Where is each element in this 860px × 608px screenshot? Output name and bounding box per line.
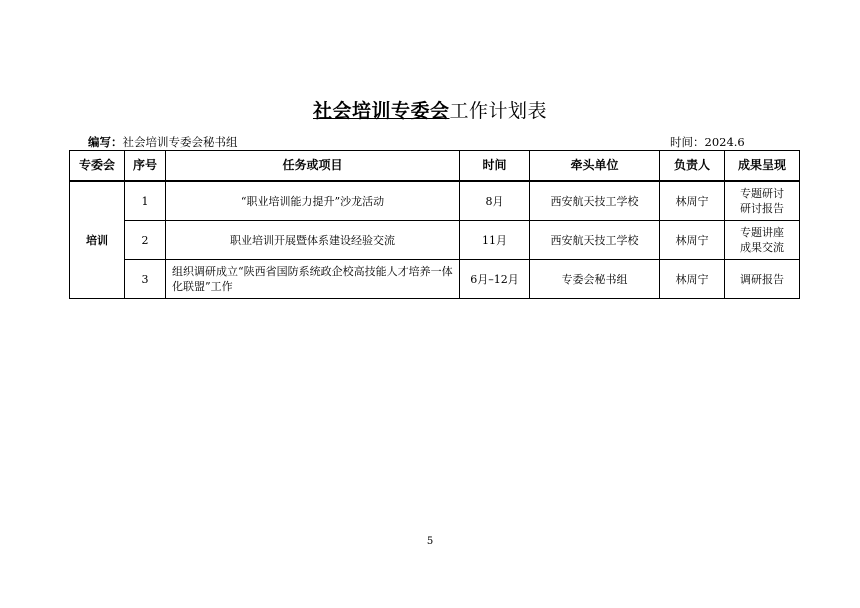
page-title bbox=[0, 96, 860, 123]
table-row bbox=[70, 221, 800, 260]
compiler-value: 社会培训专委会秘书组 bbox=[122, 135, 238, 149]
row-result: 专题讲座 成果交流 bbox=[725, 221, 800, 260]
row-task: 职业培训开展暨体系建设经验交流 bbox=[166, 221, 460, 260]
row-owner: 林周宁 bbox=[660, 181, 725, 221]
header-lead: 牵头单位 bbox=[530, 151, 660, 182]
row-owner: 林周宁 bbox=[660, 221, 725, 260]
table-header-row bbox=[70, 151, 800, 182]
title-bold: 社会培训专委会 bbox=[312, 100, 450, 122]
title-rest: 工作计划表 bbox=[449, 100, 548, 122]
row-time: 6月–12月 bbox=[460, 260, 530, 299]
compiler-label: 编写： bbox=[88, 135, 123, 149]
header-seq: 序号 bbox=[125, 151, 166, 182]
header-committee: 专委会 bbox=[70, 151, 125, 182]
row-task: “职业培训能力提升”沙龙活动 bbox=[166, 181, 460, 221]
row-no: 2 bbox=[125, 221, 166, 260]
row-lead: 西安航天技工学校 bbox=[530, 221, 660, 260]
header-time: 时间 bbox=[460, 151, 530, 182]
row-time: 11月 bbox=[460, 221, 530, 260]
page-number: 5 bbox=[426, 536, 434, 547]
row-task: 组织调研成立“陕西省国防系统政企校高技能人才培养一体化联盟”工作 bbox=[166, 260, 460, 299]
row-owner: 林周宁 bbox=[660, 260, 725, 299]
row-result: 调研报告 bbox=[725, 260, 800, 299]
plan-table bbox=[69, 150, 800, 299]
category-cell: 培训 bbox=[70, 181, 125, 299]
row-time: 8月 bbox=[460, 181, 530, 221]
table-row bbox=[70, 260, 800, 299]
header-task: 任务或项目 bbox=[166, 151, 460, 182]
row-no: 1 bbox=[125, 181, 166, 221]
row-result: 专题研讨 研讨报告 bbox=[725, 181, 800, 221]
time-value: 2024.6 bbox=[704, 135, 745, 149]
table-row bbox=[70, 181, 800, 221]
row-no: 3 bbox=[125, 260, 166, 299]
header-owner: 负责人 bbox=[660, 151, 725, 182]
time-line bbox=[670, 134, 745, 150]
time-label: 时间： bbox=[670, 135, 705, 149]
compiler-line bbox=[88, 134, 238, 150]
row-lead: 西安航天技工学校 bbox=[530, 181, 660, 221]
header-result: 成果呈现 bbox=[725, 151, 800, 182]
row-lead: 专委会秘书组 bbox=[530, 260, 660, 299]
